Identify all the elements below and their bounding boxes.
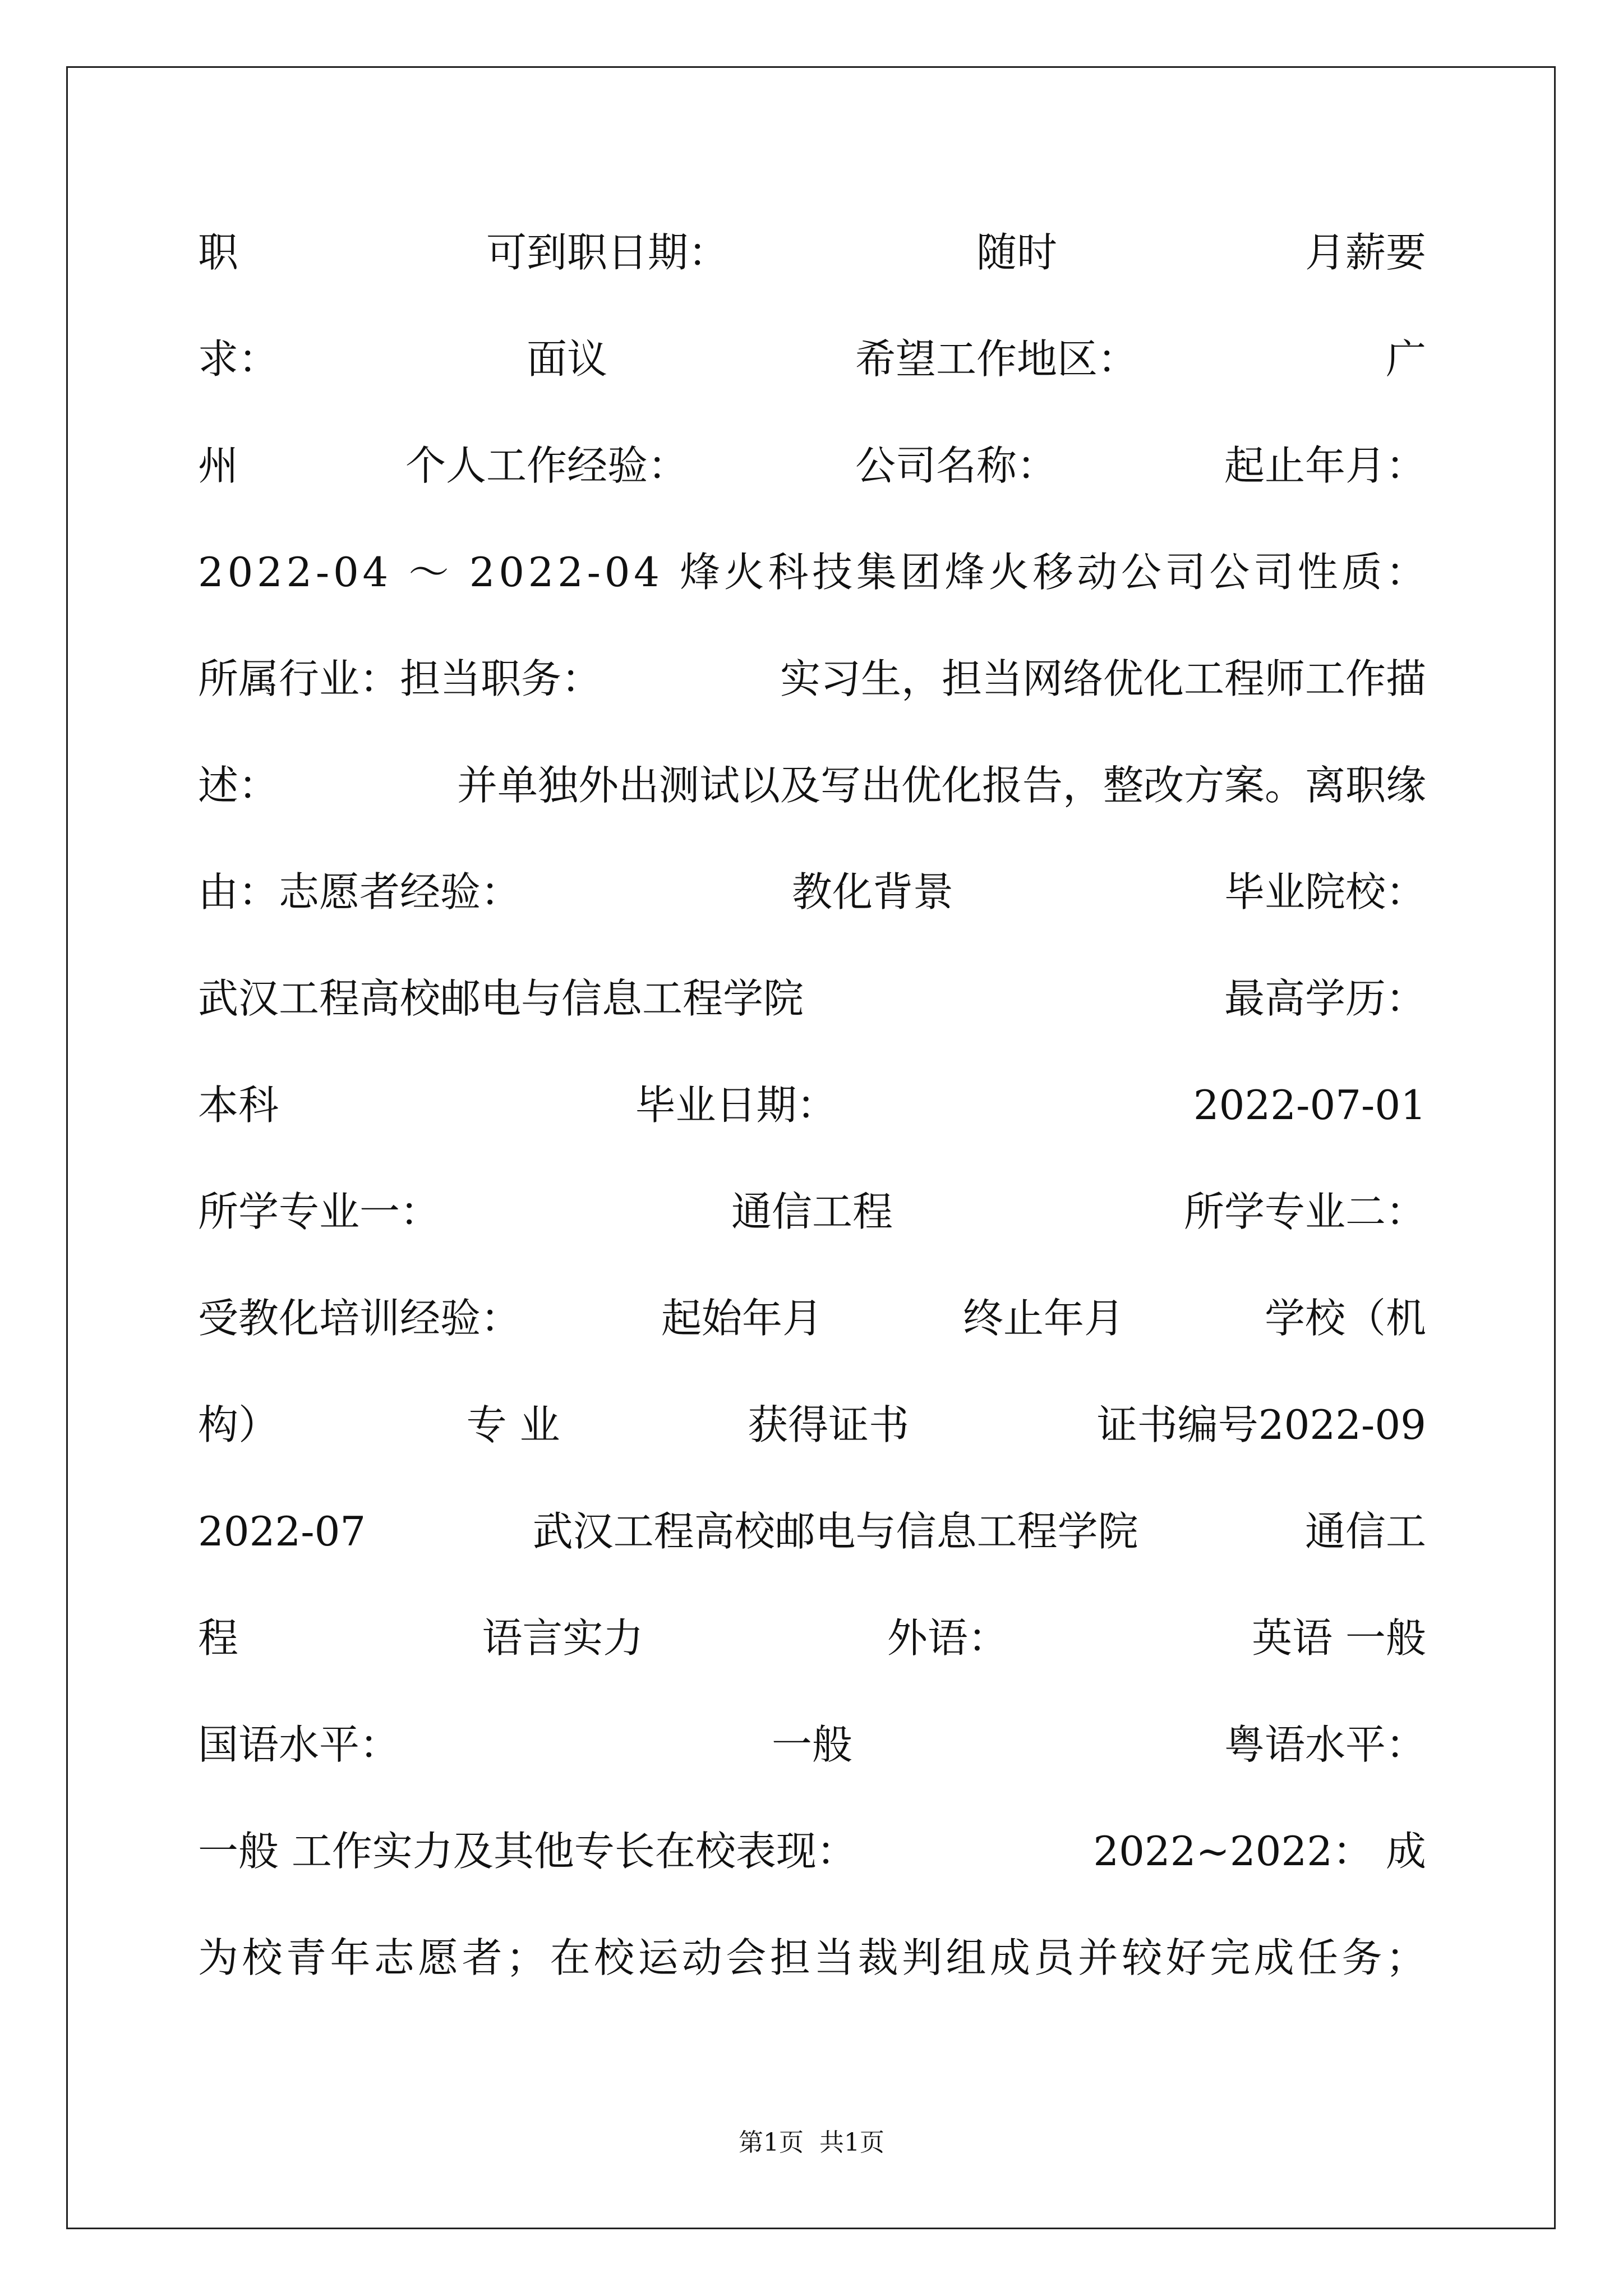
text-segment: 证书编号2022-09 <box>1096 1401 1426 1448</box>
text-line <box>198 965 1426 1032</box>
text-segment: 粤语水平： <box>1224 1721 1426 1768</box>
text-line <box>198 1711 1426 1778</box>
text-segment: 州 <box>198 442 239 489</box>
text-line <box>198 219 1426 286</box>
text-line <box>198 1391 1426 1458</box>
text-line <box>198 325 1426 393</box>
text-segment: 通信工 <box>1304 1508 1426 1555</box>
text-line <box>198 752 1426 819</box>
text-segment: 实习生，担当网络优化工程师工作描 <box>780 655 1426 702</box>
text-segment: 获得证书 <box>748 1401 910 1448</box>
text-segment: 最高学历： <box>1224 975 1426 1022</box>
text-segment: 2022-04 ～ 2022-04 烽火科技集团烽火移动公司公司性质： <box>198 549 1430 596</box>
text-segment: 程 <box>198 1614 239 1662</box>
text-segment: 武汉工程高校邮电与信息工程学院 <box>198 975 804 1022</box>
text-segment: 由：志愿者经验： <box>198 868 522 915</box>
text-segment: 述： <box>198 762 279 809</box>
text-segment: 希望工作地区： <box>855 335 1138 383</box>
text-segment: 所属行业：担当职务： <box>198 655 602 702</box>
text-line <box>198 1924 1430 1991</box>
text-segment: 所学专业一： <box>198 1188 441 1235</box>
text-segment: 为校青年志愿者；在校运动会担当裁判组成员并较好完成任务； <box>198 1934 1430 1981</box>
text-segment: 英语 一般 <box>1252 1614 1426 1662</box>
text-segment: 武汉工程高校邮电与信息工程学院 <box>532 1508 1138 1555</box>
text-segment: 公司名称： <box>855 442 1057 489</box>
text-line <box>198 1071 1426 1139</box>
text-segment: 月薪要 <box>1304 229 1426 276</box>
text-segment: 随时 <box>976 229 1057 276</box>
text-segment: 广 <box>1385 335 1426 383</box>
text-segment: 面议 <box>526 335 607 383</box>
text-segment: 职 <box>198 229 239 276</box>
text-line <box>198 858 1426 926</box>
text-segment: 国语水平： <box>198 1721 400 1768</box>
text-segment: 终止年月 <box>962 1295 1124 1342</box>
text-segment: 个人工作经验： <box>405 442 688 489</box>
text-segment: 一般 <box>771 1721 852 1768</box>
text-segment: 起始年月 <box>661 1295 823 1342</box>
text-segment: 2022-07-01 <box>1193 1082 1426 1129</box>
text-segment: 本科 <box>198 1082 279 1129</box>
text-line <box>198 1818 1426 1885</box>
page-footer: 第1页 共1页 <box>739 2128 884 2157</box>
text-line <box>198 645 1426 712</box>
text-segment: 一般 工作实力及其他专长在校表现： <box>198 1828 857 1875</box>
text-segment: 通信工程 <box>731 1188 893 1235</box>
text-segment: 求： <box>198 335 279 383</box>
text-segment: 构） <box>198 1401 279 1448</box>
text-segment: 2022~2022： 成 <box>1093 1828 1426 1875</box>
text-segment: 起止年月： <box>1224 442 1426 489</box>
text-segment: 毕业院校： <box>1224 868 1426 915</box>
text-line <box>198 432 1426 499</box>
text-segment: 外语： <box>887 1614 1008 1662</box>
text-segment: 可到职日期： <box>486 229 728 276</box>
text-segment: 所学专业二： <box>1183 1188 1426 1235</box>
text-segment: 专 业 <box>466 1401 560 1448</box>
text-segment: 语言实力 <box>482 1614 644 1662</box>
text-line <box>198 1604 1426 1672</box>
text-segment: 学校（机 <box>1264 1295 1426 1342</box>
text-segment: 受教化培训经验： <box>198 1295 522 1342</box>
text-line <box>198 539 1430 606</box>
text-segment: 并单独外出测试以及写出优化报告，整改方案。离职缘 <box>457 762 1426 809</box>
text-line <box>198 1178 1426 1245</box>
text-segment: 教化背景 <box>791 868 953 915</box>
text-line <box>198 1285 1426 1352</box>
text-segment: 2022-07 <box>198 1508 366 1555</box>
text-line <box>198 1498 1426 1565</box>
text-segment: 毕业日期： <box>635 1082 837 1129</box>
